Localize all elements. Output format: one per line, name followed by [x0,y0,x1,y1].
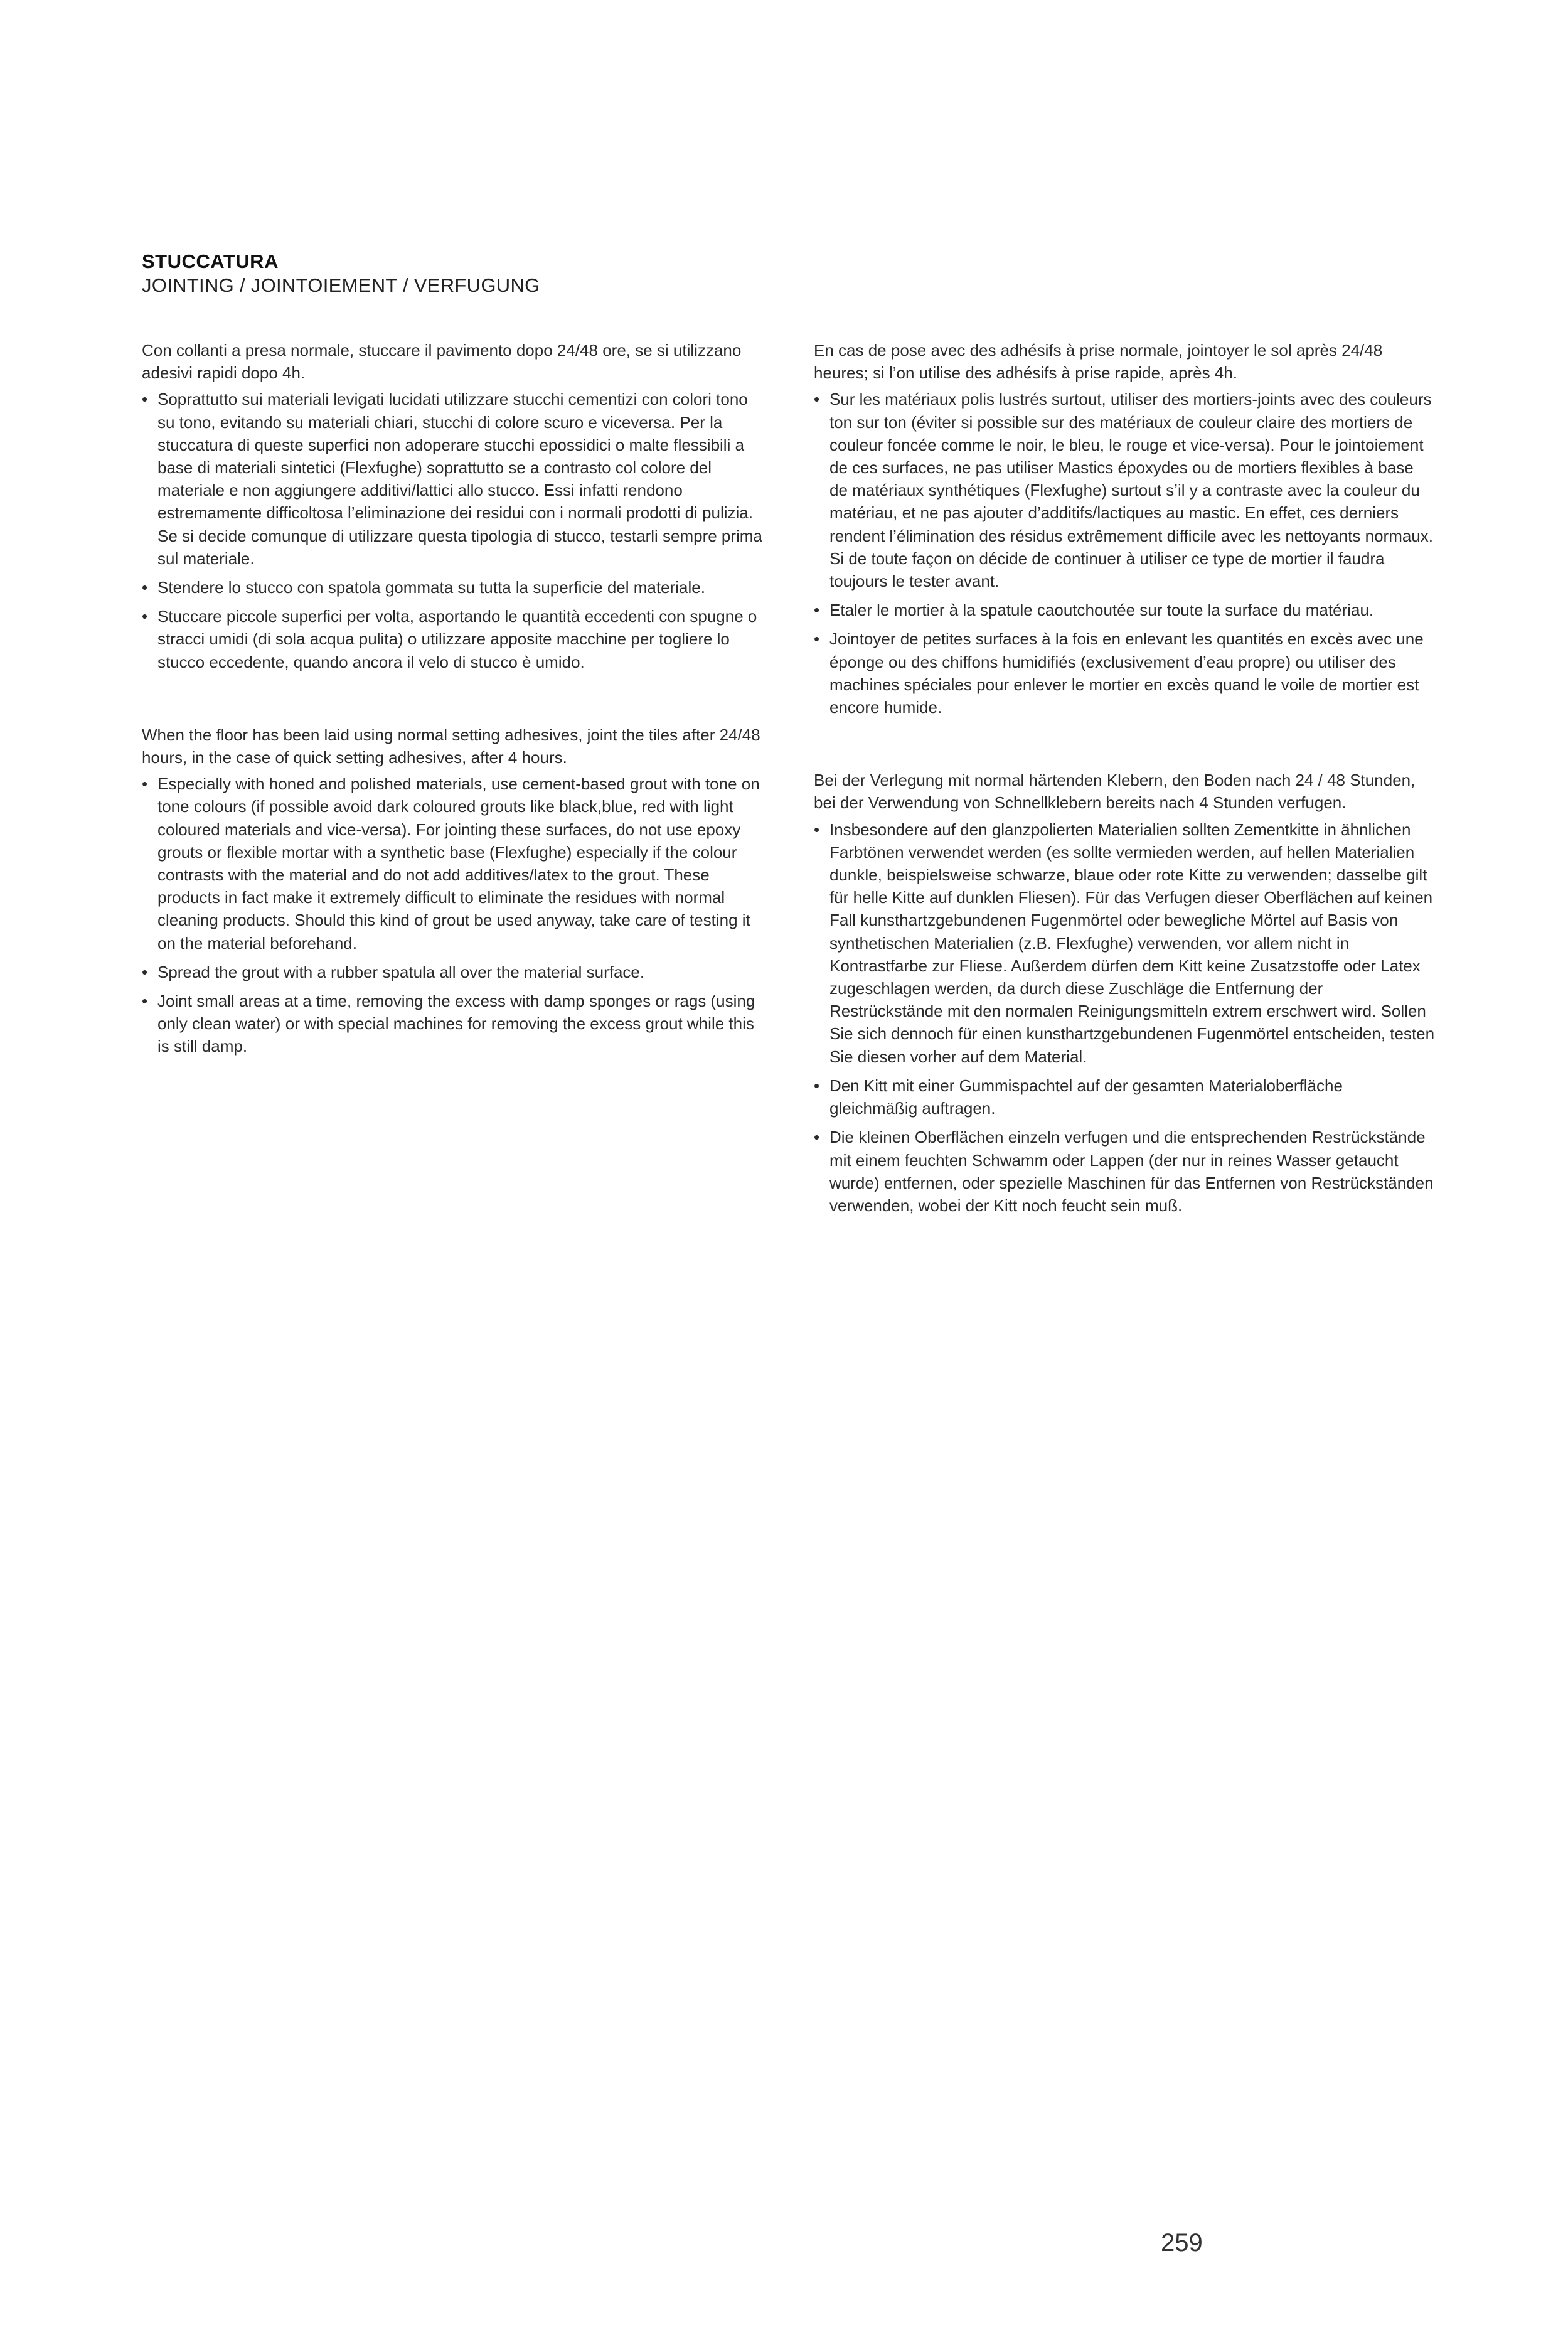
italian-bullet-list [142,388,763,673]
section-header [142,250,540,297]
english-intro: When the floor has been laid using normal setting adhesives, joint the tiles after 24/48 hours, in the case of quick setting adhesives, after 4 hours. [142,725,760,767]
german-bullet-3: • Die kleinen Oberflächen einzeln verfugen und die entsprechenden Restrückstände mit einem feuchten Schwamm oder Lappen (der nur in reines Wasser getaucht wurde) entfernen, oder spezielle Maschinen für das Entfernen von Restrückständen verwenden, wobei der Kitt noch feucht sein muß. [814,1126,1435,1217]
right-column [814,339,1435,1267]
german-bullet-1: • Insbesondere auf den glanzpolierten Materialien sollten Zementkitte in ähnlichen Farbtönen verwendet werden (es sollte vermieden werden, auf hellen Materialien dunkle, beispielsweise schwarze, blaue oder rote Kitte zu verwenden; dasselbe gilt für helle Kitte auf dunklen Fliesen). Für das Verfugen dieser Oberflächen auf keinen Fall kunsthartzgebundenen Fugenmörtel oder bewegliche Mörtel auf Basis von synthetischen Materialien (z.B. Flexfughe) verwenden, vor allem nicht in Kontrastfarbe zur Fliese. Außerdem dürfen dem Kitt keine Zusatzstoffe oder Latex zugeschlagen werden, da durch diese Zuschläge die Entfernung der Restrückstände mit den normalen Reinigungsmitteln extrem erschwert wird. Sollen Sie sich dennoch für einen kunsthartzgebundenen Fugenmörtel entscheiden, testen Sie diesen vorher auf dem Material. [814,818,1435,1068]
french-intro: En cas de pose avec des adhésifs à prise normale, jointoyer le sol après 24/48 heures; si l’on utilise des adhésifs à prise rapide, après 4h. [814,341,1383,383]
german-block [814,769,1435,1217]
page-number: 259 [1161,2229,1203,2257]
left-column [142,339,763,1108]
section-title: STUCCATURA [142,250,279,272]
french-bullet-1: • Sur les matériaux polis lustrés surtout, utiliser des mortiers-joints avec des couleurs ton sur ton (éviter si possible sur des matériaux de couleur claire des mortiers de couleur foncée comme le noir, le bleu, le rouge et vice-versa). Pour le jointoiement de ces surfaces, ne pas utiliser Mastics époxydes ou de mortiers flexibles à base de matériaux synthétiques (Flexfughe) surtout s’il y a contraste avec la couleur du matériau, et ne pas ajouter d’additifs/lactiques au mastic. En effet, ces derniers rendent l’élimination des résidus extrêmement difficile avec les nettoyants normaux. Si de toute façon on décide de continuer à utiliser ce type de mortier il faudra toujours le tester avant. [814,388,1435,592]
english-block [142,724,763,1058]
english-bullet-1: • Especially with honed and polished materials, use cement-based grout with tone on tone colours (if possible avoid dark coloured grouts like black,blue, red with light coloured materials and vice-versa). For jointing these surfaces, do not use epoxy grouts or flexible mortar with a synthetic base (Flexfughe) especially if the colour contrasts with the material and do not add additives/latex to the grout. These products in fact make it extremely difficult to eliminate the residues with normal cleaning products. Should this kind of grout be used anyway, take care of testing it on the material beforehand. [142,772,763,954]
italian-bullet-2: • Stendere lo stucco con spatola gommata su tutta la superficie del materiale. [142,576,763,599]
french-block [814,339,1435,719]
english-bullet-3: • Joint small areas at a time, removing the excess with damp sponges or rags (using only clean water) or with special machines for removing the excess grout while this is still damp. [142,990,763,1058]
italian-block [142,339,763,673]
italian-intro: Con collanti a presa normale, stuccare il pavimento dopo 24/48 ore, se si utilizzano adesivi rapidi dopo 4h. [142,341,742,383]
french-bullet-2: • Etaler le mortier à la spatule caoutchoutée sur toute la surface du matériau. [814,599,1435,621]
section-subtitle: JOINTING / JOINTOIEMENT / VERFUGUNG [142,274,540,296]
german-bullet-2: • Den Kitt mit einer Gummispachtel auf der gesamten Materialoberfläche gleichmäßig auftragen. [814,1074,1435,1120]
italian-bullet-1: • Soprattutto sui materiali levigati lucidati utilizzare stucchi cementizi con colori tono su tono, evitando su materiali chiari, stucchi di colore scuro e viceversa. Per la stuccatura di queste superfici non adoperare stucchi epossidici o malte flessibili a base di materiali sintetici (Flexfughe) soprattutto se a contrasto col colore del materiale e non aggiungere additivi/lattici allo stucco. Essi infatti rendono estremamente difficoltosa l’eliminazione dei residui con i normali prodotti di pulizia. Se si decide comunque di utilizzare questa tipologia di stucco, testarli sempre prima sul materiale. [142,388,763,570]
english-bullet-list [142,772,763,1057]
french-bullet-list [814,388,1435,719]
german-intro: Bei der Verlegung mit normal härtenden Klebern, den Boden nach 24 / 48 Stunden, bei der Verwendung von Schnellklebern bereits nach 4 Stunden verfugen. [814,771,1416,813]
italian-bullet-3: • Stuccare piccole superfici per volta, asportando le quantità eccedenti con spugne o stracci umidi (di sola acqua pulita) o utilizzare apposite macchine per togliere lo stucco eccedente, quando ancora il velo di stucco è umido. [142,605,763,673]
german-bullet-list [814,818,1435,1217]
english-bullet-2: • Spread the grout with a rubber spatula all over the material surface. [142,961,763,983]
french-bullet-3: • Jointoyer de petites surfaces à la fois en enlevant les quantités en excès avec une éponge ou des chiffons humidifiés (exclusivement d’eau propre) ou utiliser des machines spéciales pour enlever le mortier en excès quand le voile de mortier est encore humide. [814,628,1435,719]
